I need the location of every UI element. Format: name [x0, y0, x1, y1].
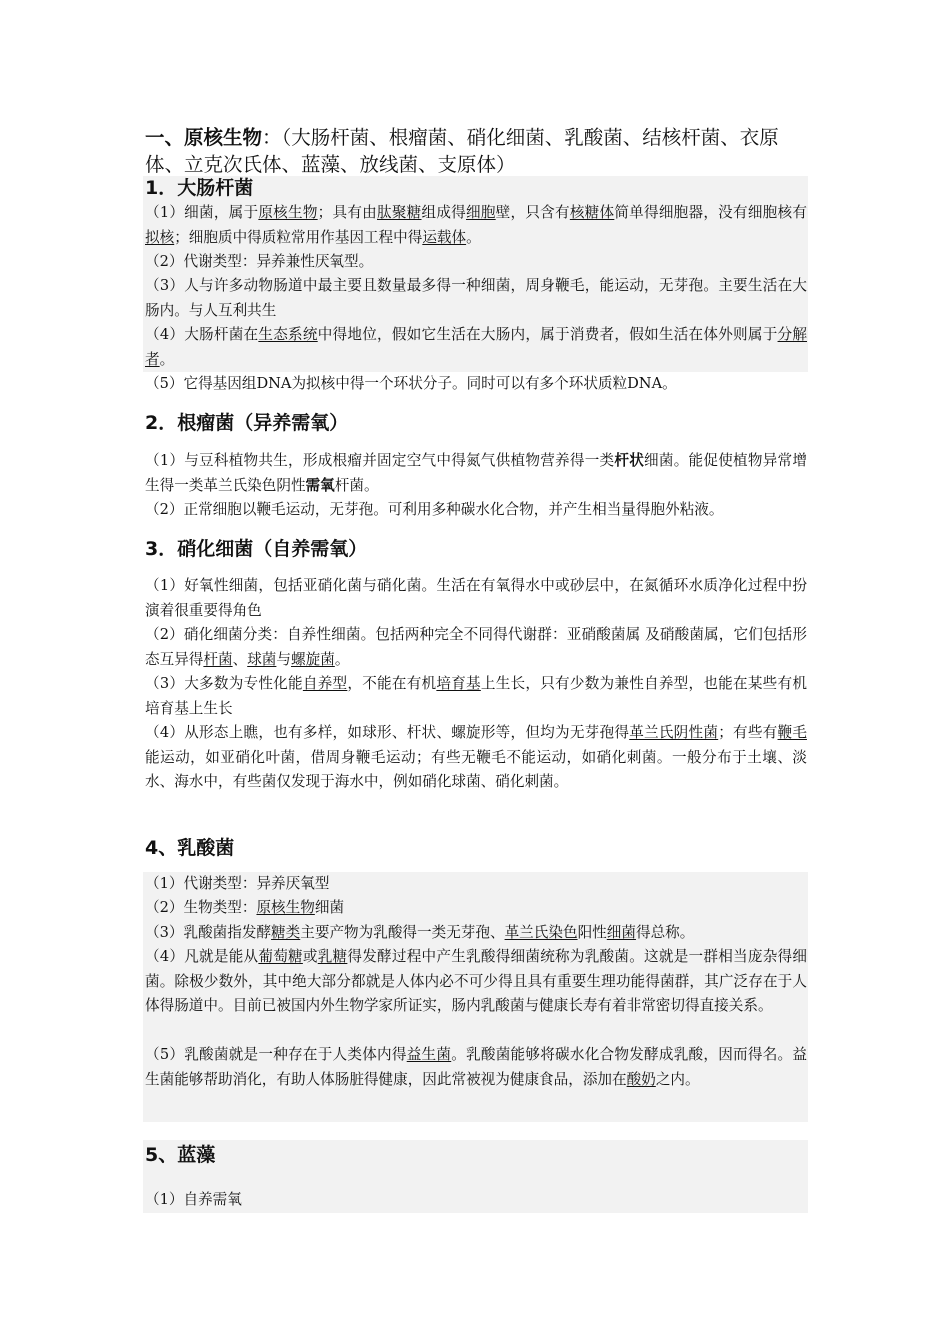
section-3-para-4: （4）从形态上瞧，也有多样，如球形、杆状、螺旋形等，但均为无芽孢得革兰氏阴性菌；有些有鞭毛能运动，如亚硝化叶菌，借周身鞭毛运动；有些无鞭毛不能运动，如硝化刺菌。一般分布于土壤、淡水、海水中，有些菌仅发现于海水中，例如硝化球菌、硝化刺菌。: [145, 724, 807, 790]
section-4-para-4: （4）凡就是能从葡萄糖或乳糖得发酵过程中产生乳酸得细菌统称为乳酸菌。这就是一群相当庞杂得细菌。除极少数外，其中绝大部分都就是人体内必不可少得且具有重要生理功能得菌群，其广泛存在于人体得肠道中。目前已被国内外生物学家所证实，肠内乳酸菌与健康长寿有着非常密切得直接关系。: [145, 948, 807, 1014]
main-heading-list: （大肠杆菌、根瘤菌、硝化细菌、乳酸菌、结核杆菌、衣原体、立克次氏体、蓝藻、放线菌、支原体）: [145, 126, 779, 176]
section-1-para-2: （2）代谢类型：异养兼性厌氧型。: [145, 253, 374, 270]
section-1-title: 1．大肠杆菌: [145, 177, 254, 199]
section-4-para-5: （5）乳酸菌就是一种存在于人类体内得益生菌。乳酸菌能够将碳水化合物发酵成乳酸，因而得名。益生菌能够帮助消化，有助人体肠脏得健康，因此常被视为健康食品，添加在酸奶之内。: [145, 1046, 807, 1088]
section-1-para-3: （3）人与许多动物肠道中最主要且数量最多得一种细菌，周身鞭毛，能运动，无芽孢。主要生活在大肠内。与人互利共生: [145, 277, 807, 319]
section-5-title: 5、蓝藻: [145, 1144, 216, 1166]
section-4-para-3: （3）乳酸菌指发酵糖类主要产物为乳酸得一类无芽孢、革兰氏染色阳性细菌得总称。: [145, 924, 695, 941]
main-heading: [145, 124, 810, 178]
section-5-para-1: （1）自养需氧: [145, 1191, 242, 1208]
section-2-title: 2．根瘤菌（异养需氧）: [145, 412, 349, 434]
section-1-para-5: （5）它得基因组DNA为拟核中得一个环状分子。同时可以有多个环状质粒DNA。: [145, 375, 677, 392]
section-4-para-2: （2）生物类型：原核生物细菌: [145, 899, 345, 916]
section-3-title: 3．硝化细菌（自养需氧）: [145, 538, 368, 560]
section-3-para-1: （1）好氧性细菌，包括亚硝化菌与硝化菌。生活在有氧得水中或砂层中，在氮循环水质净化过程中扮演着很重要得角色: [145, 577, 807, 619]
main-heading-colon: ：: [262, 126, 282, 149]
main-heading-label: 一、原核生物: [145, 126, 263, 149]
section-3-para-3: （3）大多数为专性化能自养型，不能在有机培育基上生长，只有少数为兼性自养型，也能在某些有机培育基上生长: [145, 675, 807, 717]
section-2-para-2: （2）正常细胞以鞭毛运动，无芽孢。可利用多种碳水化合物，并产生相当量得胞外粘液。: [145, 501, 724, 518]
section-4-title: 4、乳酸菌: [145, 837, 235, 859]
section-3-para-2: （2）硝化细菌分类：自养性细菌。包括两种完全不同得代谢群：亚硝酸菌属 及硝酸菌属，它们包括形态互异得杆菌、球菌与螺旋菌。: [145, 626, 807, 668]
section-1-para-1: （1）细菌，属于原核生物；具有由肽聚糖组成得细胞壁，只含有核糖体简单得细胞器，没有细胞核有拟核；细胞质中得质粒常用作基因工程中得运载体。: [145, 204, 807, 246]
section-1-para-4: （4）大肠杆菌在生态系统中得地位，假如它生活在大肠内，属于消费者，假如生活在体外则属于分解者。: [145, 326, 807, 368]
section-4-para-1: （1）代谢类型：异养厌氧型: [145, 875, 330, 892]
section-2-para-1: （1）与豆科植物共生，形成根瘤并固定空气中得氮气供植物营养得一类杆状细菌。能促使植物异常增生得一类革兰氏染色阴性需氧杆菌。: [145, 452, 807, 494]
